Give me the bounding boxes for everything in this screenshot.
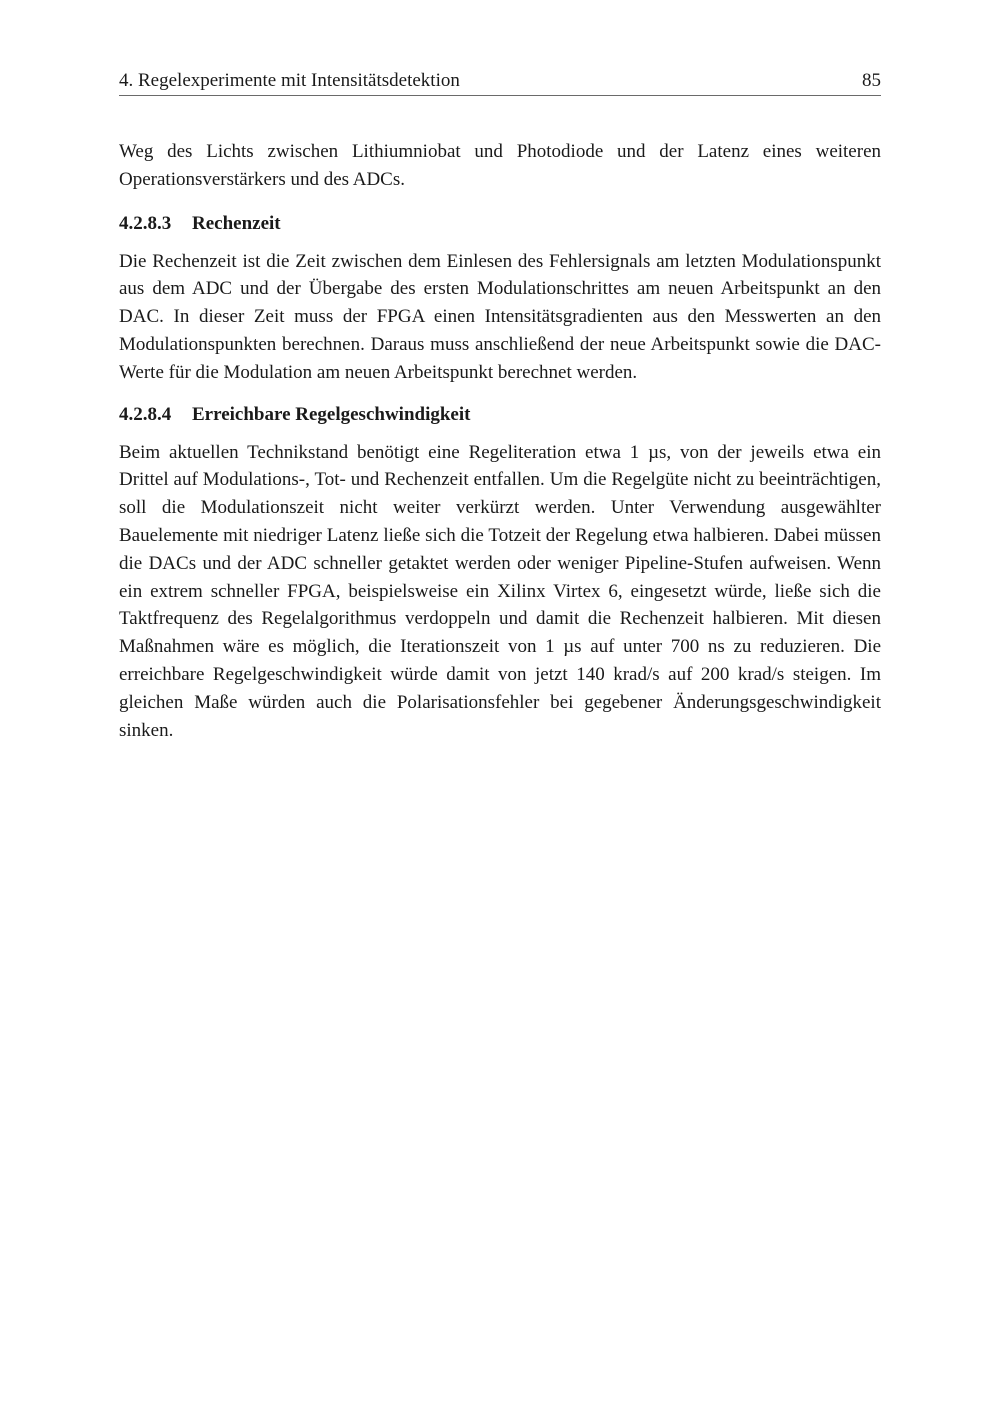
section-number: 4.2.8.4 xyxy=(119,403,172,425)
body-text xyxy=(119,138,881,744)
running-header xyxy=(119,69,881,96)
rechenzeit-paragraph: Die Rechenzeit ist die Zeit zwischen dem Einlesen des Fehlersignals am letzten Modulationspunkt aus dem ADC und der Übergabe des ersten Modulationschrittes am neuen Arbeitspunkt an den DAC. In dieser Zeit muss der FPGA einen Intensitätsgradienten aus den Messwerten an den Modulationspunkten berechnen. Daraus muss anschließend der neue Arbeitspunkt sowie die DAC-Werte für die Modulation am neuen Arbeitspunkt berechnet werden. xyxy=(119,250,881,383)
section-title: Erreichbare Regelgeschwindigkeit xyxy=(192,403,471,425)
section-title: Rechenzeit xyxy=(192,212,281,234)
intro-paragraph: Weg des Lichts zwischen Lithiumniobat und Photodiode und der Latenz eines weiteren Operationsverstärkers und des ADCs. xyxy=(119,141,881,190)
chapter-title: 4. Regelexperimente mit Intensitätsdetektion xyxy=(119,70,460,91)
page-number: 85 xyxy=(862,70,881,91)
regelgeschwindigkeit-paragraph: Beim aktuellen Technikstand benötigt eine Regeliteration etwa 1 µs, von der jeweils etwa ein Drittel auf Modulations-, Tot- und Rechenzeit entfallen. Um die Regelgüte nicht zu beeinträchtigen, soll die Modulationszeit nicht weiter verkürzt werden. Unter Verwendung ausgewählter Bauelemente mit niedriger Latenz ließe sich die Totzeit der Regelung etwa halbieren. Dabei müssen die DACs und der ADC schneller getaktet werden oder weniger Pipeline-Stufen aufweisen. Wenn ein extrem schneller FPGA, beispielsweise ein Xilinx Virtex 6, eingesetzt würde, ließe sich die Taktfrequenz des Regelalgorithmus verdoppeln und damit die Rechenzeit halbieren. Mit diesen Maßnahmen wäre es möglich, die Iterationszeit von 1 µs auf unter 700 ns zu reduzieren. Die erreichbare Regelgeschwindigkeit würde damit von jetzt 140 krad/s auf 200 krad/s steigen. Im gleichen Maße würden auch die Polarisationsfehler bei gegebener Änderungsgeschwindigkeit sinken. xyxy=(119,441,881,741)
section-heading-regelgeschwindigkeit xyxy=(119,403,881,427)
section-heading-rechenzeit xyxy=(119,212,881,236)
section-number: 4.2.8.3 xyxy=(119,212,172,234)
